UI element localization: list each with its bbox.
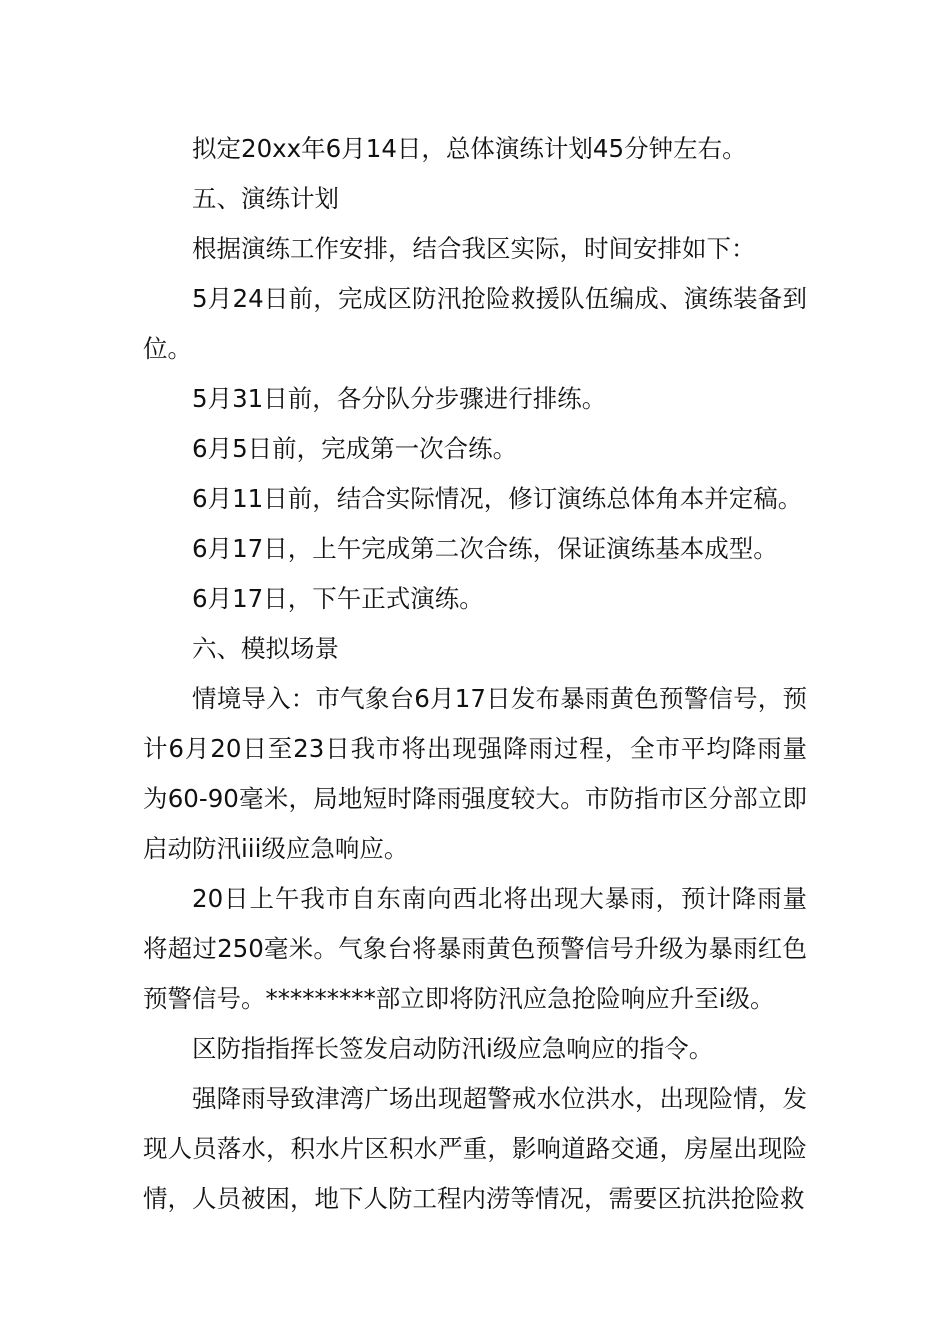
paragraph-emergency-order: 区防指指挥长签发启动防汛ⅰ级应急响应的指令。 <box>192 1034 714 1063</box>
paragraph-schedule-june-11: 6月11日前，结合实际情况，修订演练总体角本并定稿。 <box>192 484 803 513</box>
paragraph-drill-date: 拟定20xx年6月14日，总体演练计划45分钟左右。 <box>192 134 747 163</box>
section-heading-drill-plan: 五、演练计划 <box>192 184 339 213</box>
paragraph-scenario-intro: 情境导入：市气象台6月17日发布暴雨黄色预警信号，预计6月20日至23日我市将出现强降雨过程，全市平均降雨量为60-90毫米，局地短时降雨强度较大。市防指市区分部立即启动防汛iii级应急响应。 <box>143 684 807 863</box>
document-body <box>143 124 807 1224</box>
section-heading-simulated-scenario: 六、模拟场景 <box>192 634 339 663</box>
paragraph-schedule-june-17-afternoon: 6月17日，下午正式演练。 <box>192 584 484 613</box>
paragraph-schedule-june-17-morning: 6月17日，上午完成第二次合练，保证演练基本成型。 <box>192 534 778 563</box>
paragraph-schedule-june-5: 6月5日前，完成第一次合练。 <box>192 434 518 463</box>
paragraph-flood-situation: 强降雨导致津湾广场出现超警戒水位洪水，出现险情，发现人员落水，积水片区积水严重，影响道路交通，房屋出现险情，人员被困，地下人防工程内涝等情况，需要区抗洪抢险救 <box>143 1084 807 1213</box>
paragraph-schedule-may-31: 5月31日前，各分队分步骤进行排练。 <box>192 384 607 413</box>
paragraph-schedule-may-24: 5月24日前，完成区防汛抢险救援队伍编成、演练装备到位。 <box>143 284 807 363</box>
paragraph-rainstorm-escalation: 20日上午我市自东南向西北将出现大暴雨，预计降雨量将超过250毫米。气象台将暴雨黄色预警信号升级为暴雨红色预警信号。*********部立即将防汛应急抢险响应升至ⅰ级。 <box>143 884 807 1013</box>
paragraph-schedule-intro: 根据演练工作安排，结合我区实际，时间安排如下： <box>192 234 756 263</box>
